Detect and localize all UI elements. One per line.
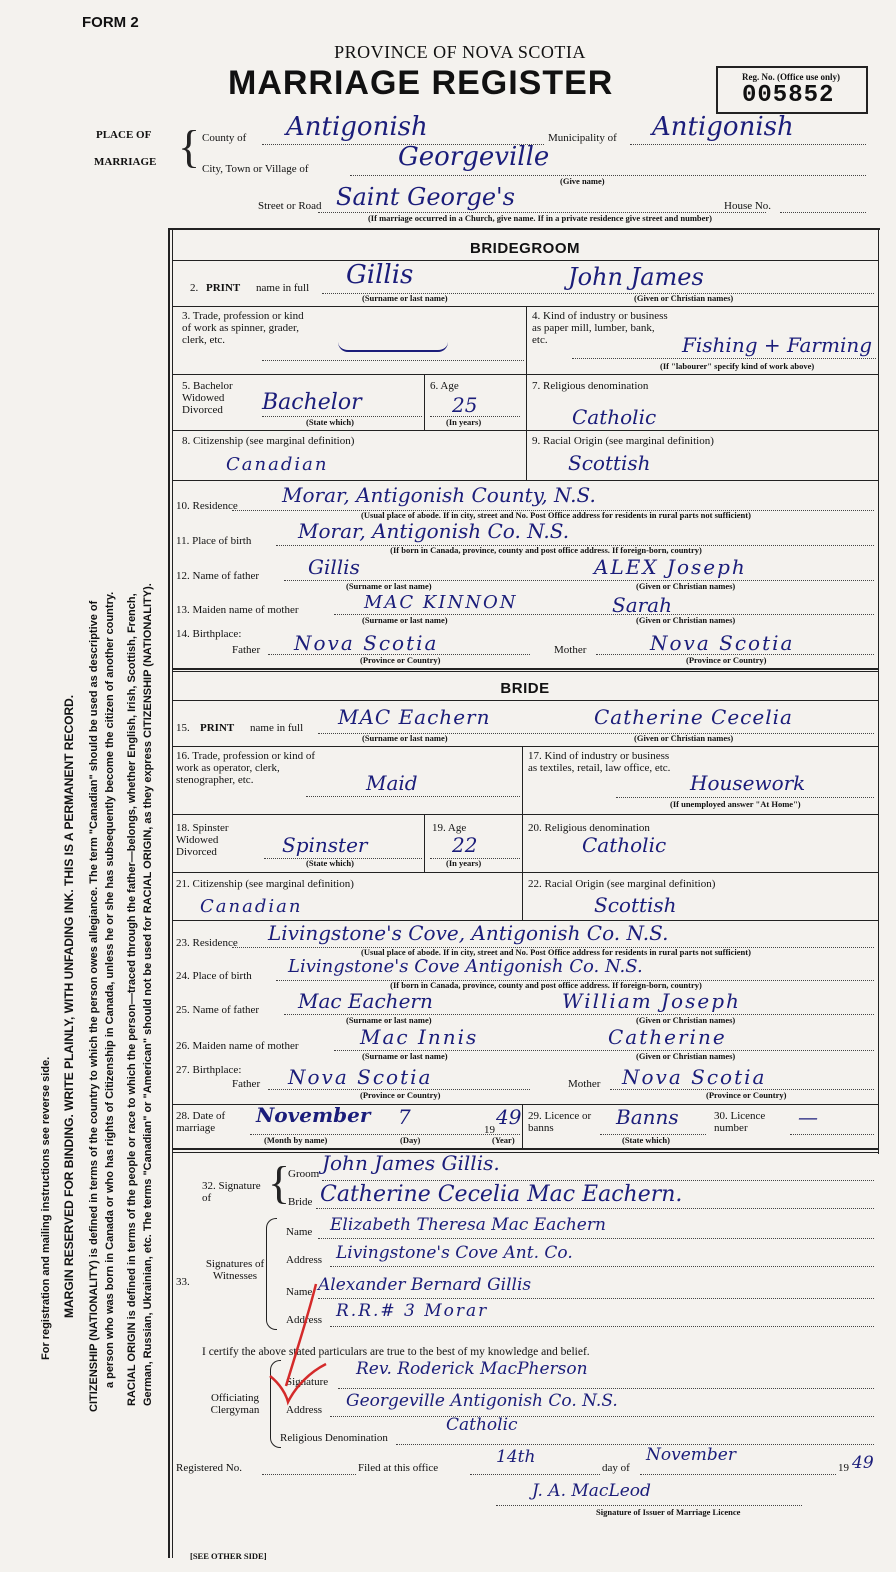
filed-label: Filed at this office <box>358 1462 439 1474</box>
f26-given-caption: (Given or Christian names) <box>636 1051 736 1061</box>
county-value: Antigonish <box>286 112 428 142</box>
f11-label: 11. Place of birth <box>176 535 252 547</box>
margin-line-6: German, Russian, Ukrainian, etc. The terms "Canadian" or "American" should not be used for RACIAL ORIGIN, as they express CITIZENSHIP (NATIONALITY). <box>142 583 154 1406</box>
groom-heading: BRIDEGROOM <box>470 240 580 257</box>
f27-father-caption: (Province or Country) <box>360 1090 441 1100</box>
margin-line-3: CITIZENSHIP (NATIONALITY) is defined in terms of the country to which the person owes allegiance. The term "Canadian" should be used as descriptive of <box>88 600 100 1412</box>
bride-signature: Catherine Cecelia Mac Eachern. <box>320 1182 683 1207</box>
marriage-day: 7 <box>398 1105 411 1129</box>
f12-given-caption: (Given or Christian names) <box>636 581 736 591</box>
f25-given-caption: (Given or Christian names) <box>636 1015 736 1025</box>
bride-surname-caption: (Surname or last name) <box>362 733 448 743</box>
province-title: PROVINCE OF NOVA SCOTIA <box>334 42 586 62</box>
f13-surname-caption: (Surname or last name) <box>362 615 448 625</box>
bride-sig-label: Bride <box>288 1196 313 1208</box>
f30-label: 30. Licence number <box>714 1110 766 1134</box>
home-note: (If unemployed answer "At Home") <box>670 799 801 809</box>
groom-industry: Fishing + Farming <box>682 333 873 357</box>
house-label: House No. <box>724 200 772 212</box>
clergy-signature: Rev. Roderick MacPherson <box>356 1359 588 1379</box>
f14-father-caption: (Province or Country) <box>360 655 441 665</box>
bride-surname: MAC Eachern <box>338 705 491 729</box>
f8-label: 8. Citizenship (see marginal definition) <box>182 435 355 447</box>
issuer-signature: J. A. MacLeod <box>532 1481 651 1501</box>
f26-label: 26. Maiden name of mother <box>176 1040 299 1052</box>
place-brace: { <box>178 121 201 172</box>
groom-given: John James <box>568 263 704 291</box>
f26-surname-caption: (Surname or last name) <box>362 1051 448 1061</box>
f27-mother-label: Mother <box>568 1078 601 1090</box>
city-value: Georgeville <box>398 142 550 172</box>
municipality-value: Antigonish <box>652 112 794 142</box>
f2-label2: name in full <box>256 282 310 294</box>
groom-given-caption: (Given or Christian names) <box>634 293 734 303</box>
bride-status: Spinster <box>282 833 368 857</box>
margin-line-4: a person who was born in Canada or who has rights of Citizenship in Canada, unless he or she has subsequently become the citizen of another country. <box>104 591 116 1388</box>
f7-label: 7. Religious denomination <box>532 380 649 392</box>
groom-religion: Catholic <box>572 405 657 429</box>
f13-given-caption: (Given or Christian names) <box>636 615 736 625</box>
groom-citizenship: Canadian <box>226 454 329 475</box>
f28-label: 28. Date of marriage <box>176 1110 226 1134</box>
w2-address-label: Address <box>286 1314 323 1326</box>
groom-racial: Scottish <box>568 451 651 475</box>
f14-mother-caption: (Province or Country) <box>686 655 767 665</box>
f27-mother-caption: (Province or Country) <box>706 1090 787 1100</box>
municipality-label: Municipality of <box>548 132 617 144</box>
bride-trade: Maid <box>366 771 418 795</box>
f6-label: 6. Age <box>430 380 459 392</box>
place-label-1: PLACE OF <box>96 129 152 141</box>
licence-number: — <box>798 1105 818 1129</box>
w2-name-label: Name <box>286 1286 313 1298</box>
groom-mother-bp: Nova Scotia <box>650 631 795 655</box>
f18-label: 18. Spinster Widowed Divorced <box>176 822 229 858</box>
w2-address: R.R.# 3 Morar <box>336 1301 489 1321</box>
bride-birth-caption: (If born in Canada, province, county and post office address. If foreign-born, country) <box>390 980 702 990</box>
page-title: MARRIAGE REGISTER <box>228 64 614 102</box>
bride-religion: Catholic <box>582 833 667 857</box>
reg-no-value: 005852 <box>742 82 835 109</box>
f15-label2: name in full <box>250 722 304 734</box>
year-caption: (Year) <box>492 1135 515 1145</box>
f3-label: 3. Trade, profession or kind of work as spinner, grader, clerk, etc. <box>182 310 304 346</box>
f21-label: 21. Citizenship (see marginal definition) <box>176 878 354 890</box>
f5-label: 5. Bachelor Widowed Divorced <box>182 380 233 416</box>
bride-father-given: William Joseph <box>562 989 741 1013</box>
bride-father-bp: Nova Scotia <box>288 1065 433 1089</box>
groom-mother-given: Sarah <box>612 593 672 617</box>
f27-label: 27. Birthplace: <box>176 1064 242 1076</box>
f32-label: 32. Signature of <box>202 1180 261 1204</box>
groom-father-surname: Gillis <box>308 555 360 579</box>
bride-racial: Scottish <box>594 893 677 917</box>
groom-father-given: ALEX Joseph <box>594 555 747 579</box>
f12-surname-caption: (Surname or last name) <box>346 581 432 591</box>
f23-label: 23. Residence <box>176 937 238 949</box>
clergy-address-label: Address <box>286 1404 323 1416</box>
city-label: City, Town or Village of <box>202 163 309 175</box>
groom-state-caption: (State which) <box>306 417 354 427</box>
see-other-side: [SEE OTHER SIDE] <box>190 1551 267 1561</box>
f25-label: 25. Name of father <box>176 1004 260 1016</box>
marriage-year: 49 <box>496 1105 522 1129</box>
registered-label: Registered No. <box>176 1462 242 1474</box>
bride-citizenship: Canadian <box>200 896 303 917</box>
groom-residence: Morar, Antigonish County, N.S. <box>282 483 596 507</box>
day-caption: (Day) <box>400 1135 421 1145</box>
f12-label: 12. Name of father <box>176 570 260 582</box>
f2-num: 2. <box>190 282 199 294</box>
w2-name: Alexander Bernard Gillis <box>318 1275 532 1295</box>
bride-residence: Livingstone's Cove, Antigonish Co. N.S. <box>268 921 669 945</box>
bride-age: 22 <box>452 833 478 857</box>
groom-signature: John James Gillis. <box>322 1151 500 1175</box>
witness-label: Signatures of Witnesses <box>205 1258 265 1282</box>
w1-name: Elizabeth Theresa Mac Eachern <box>330 1215 606 1235</box>
licence-caption: (State which) <box>622 1135 670 1145</box>
clergy-denom-label: Religious Denomination <box>280 1432 388 1444</box>
f10-label: 10. Residence <box>176 500 238 512</box>
f15-label: PRINT <box>200 722 235 734</box>
marriage-year-prefix: 19 <box>484 1124 495 1136</box>
clergy-denomination: Catholic <box>446 1415 518 1435</box>
groom-sig-label: Groom <box>288 1168 320 1180</box>
margin-line-1: For registration and mailing instructions see reverse side. <box>40 1056 52 1360</box>
groom-status: Bachelor <box>262 390 362 415</box>
bride-given: Catherine Cecelia <box>594 705 793 729</box>
w1-address: Livingstone's Cove Ant. Co. <box>336 1243 573 1263</box>
groom-surname-caption: (Surname or last name) <box>362 293 448 303</box>
filed-day: 14th <box>496 1447 536 1467</box>
bride-industry: Housework <box>690 771 806 795</box>
frame-left-rule <box>168 228 170 1558</box>
bride-heading: BRIDE <box>500 680 550 697</box>
f25-surname-caption: (Surname or last name) <box>346 1015 432 1025</box>
groom-birth-caption: (If born in Canada, province, county and post office address. If foreign-born, country) <box>390 545 702 555</box>
issuer-caption: Signature of Issuer of Marriage Licence <box>596 1507 741 1517</box>
f14-label: 14. Birthplace: <box>176 628 242 640</box>
county-label: County of <box>202 132 247 144</box>
red-check-annotation <box>256 1276 346 1426</box>
groom-age: 25 <box>452 393 478 417</box>
bride-mother-given: Catherine <box>608 1025 727 1049</box>
certify-text: I certify the above stated particulars are true to the best of my knowledge and belief. <box>202 1346 590 1358</box>
f29-label: 29. Licence or banns <box>528 1110 592 1134</box>
bride-mother-bp: Nova Scotia <box>622 1065 767 1089</box>
form-label: FORM 2 <box>82 14 139 31</box>
w1-address-label: Address <box>286 1254 323 1266</box>
bride-age-caption: (In years) <box>446 858 482 868</box>
filed-month: November <box>646 1445 736 1465</box>
street-label: Street or Road <box>258 200 322 212</box>
binding-margin <box>0 0 168 1572</box>
f13-label: 13. Maiden name of mother <box>176 604 299 616</box>
street-value: Saint George's <box>336 183 515 211</box>
month-caption: (Month by name) <box>264 1135 328 1145</box>
groom-surname: Gillis <box>346 260 414 290</box>
give-name-caption: (Give name) <box>560 176 605 186</box>
clergy-label: Officiating Clergyman <box>210 1392 260 1416</box>
f33-num: 33. <box>176 1276 190 1288</box>
marriage-month: November <box>256 1103 371 1127</box>
filed-year: 49 <box>852 1453 874 1473</box>
groom-residence-caption: (Usual place of abode. If in city, street and No. Post Office address for residents in rural parts not sufficient) <box>361 510 751 520</box>
bride-state-caption: (State which) <box>306 858 354 868</box>
bride-given-caption: (Given or Christian names) <box>634 733 734 743</box>
f16-label: 16. Trade, profession or kind of work as operator, clerk, stenographer, etc. <box>176 750 316 786</box>
f17-label: 17. Kind of industry or business as textiles, retail, law office, etc. <box>528 750 671 774</box>
f14-father-label: Father <box>232 644 261 656</box>
f9-label: 9. Racial Origin (see marginal definition) <box>532 435 714 447</box>
f15-num: 15. <box>176 722 190 734</box>
groom-mother-surname: MAC KINNON <box>364 592 518 613</box>
sig-brace: { <box>268 1157 291 1208</box>
filed-year-prefix: 19 <box>838 1462 849 1474</box>
f27-father-label: Father <box>232 1078 261 1090</box>
labourer-note: (If "labourer" specify kind of work above) <box>660 361 815 371</box>
bride-birthplace: Livingstone's Cove Antigonish Co. N.S. <box>288 956 643 977</box>
groom-trade-dash <box>338 342 448 352</box>
f22-label: 22. Racial Origin (see marginal definition) <box>528 878 716 890</box>
f20-label: 20. Religious denomination <box>528 822 650 834</box>
f14-mother-label: Mother <box>554 644 587 656</box>
groom-age-caption: (In years) <box>446 417 482 427</box>
margin-line-2: MARGIN RESERVED FOR BINDING. WRITE PLAINLY, WITH UNFADING INK. THIS IS A PERMANENT RECORD. <box>62 694 76 1318</box>
groom-father-bp: Nova Scotia <box>294 631 439 655</box>
clergy-sig-label: Signature <box>286 1376 329 1388</box>
church-note: (If marriage occurred in a Church, give name. If in a private residence give street and number) <box>367 213 713 223</box>
reg-no-box <box>716 66 868 114</box>
groom-birthplace: Morar, Antigonish Co. N.S. <box>298 519 570 543</box>
licence-value: Banns <box>616 1105 679 1129</box>
day-of-label: day of <box>602 1462 630 1474</box>
w1-name-label: Name <box>286 1226 313 1238</box>
reg-no-label: Reg. No. (Office use only) <box>742 72 840 82</box>
margin-line-5: RACIAL ORIGIN is defined in terms of the people or race to which the person—traced through the father—belongs, whether English, Irish, Scottish, French, <box>126 593 138 1406</box>
clergy-address: Georgeville Antigonish Co. N.S. <box>346 1391 618 1411</box>
place-label-2: MARRIAGE <box>94 156 157 168</box>
bride-mother-surname: Mac Innis <box>360 1025 479 1049</box>
f19-label: 19. Age <box>432 822 467 834</box>
bride-residence-caption: (Usual place of abode. If in city, street and No. Post Office address for residents in rural parts not sufficient) <box>361 947 751 957</box>
bride-father-surname: Mac Eachern <box>298 989 433 1013</box>
f24-label: 24. Place of birth <box>176 970 252 982</box>
f4-label: 4. Kind of industry or business as paper mill, lumber, bank, etc. <box>532 310 668 346</box>
f2-label: PRINT <box>206 282 241 294</box>
